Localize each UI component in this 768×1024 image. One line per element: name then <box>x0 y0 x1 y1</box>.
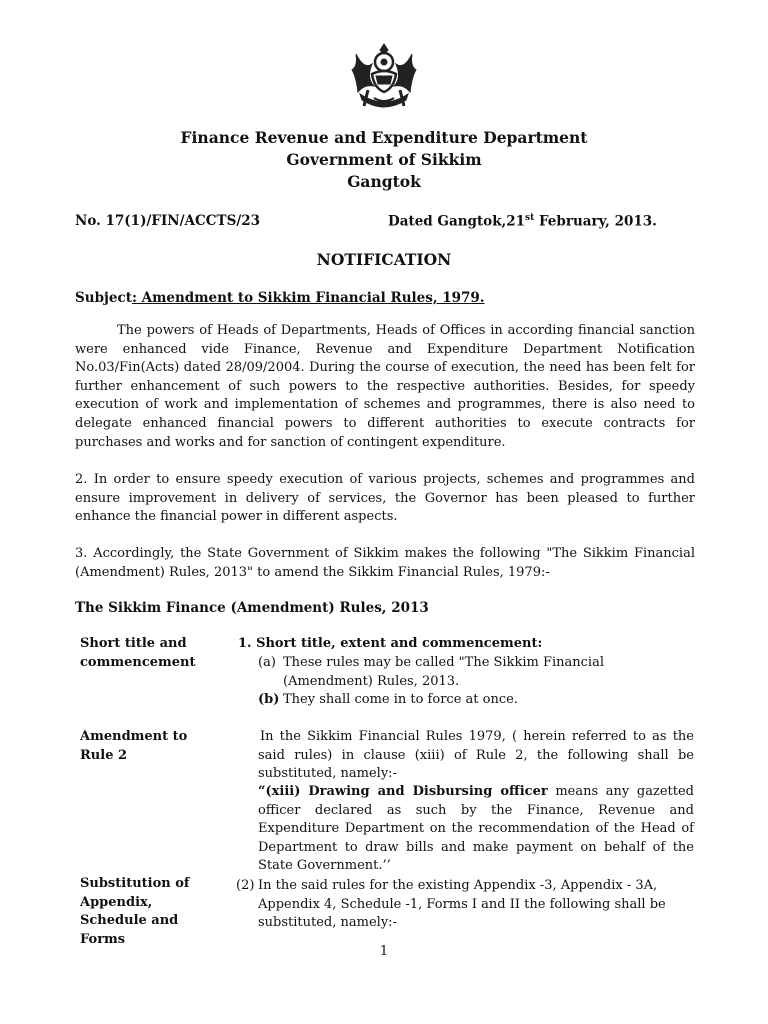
amendment-quote: “(xiii) Drawing and Disbursing officer means any gazetted officer declared as such by the Finance, Revenue and Expenditure Department on the recommendation of the Head of Department to draw bills and make payment on behalf of the State Government.’’ <box>258 784 694 874</box>
page-number: 1 <box>379 944 389 959</box>
state-emblem-icon <box>350 40 418 114</box>
clause-a-label: (a) <box>258 655 276 670</box>
paragraph-2: 2. In order to ensure speedy execution of various projects, schemes and programmes and ensure improvement in delivery of services, the Governor has been pleased to further enhance the financial power in different aspects. <box>75 472 695 525</box>
amendment-text: In the Sikkim Financial Rules 1979, ( herein referred to as the said rules) in clause (xiii) of Rule 2, the following shall be substituted, namely:- <box>258 729 694 782</box>
side-heading-substitution: Substitution of Appendix, Schedule and Forms <box>80 876 190 947</box>
paragraph-3: 3. Accordingly, the State Government of Sikkim makes the following "The Sikkim Financial (Amendment) Rules, 2013" to amend the Sikkim Financial Rules, 1979:- <box>75 546 695 580</box>
city-name: Gangtok <box>347 172 421 191</box>
reference-number: No. 17(1)/FIN/ACCTS/23 <box>75 213 261 229</box>
notification-title: NOTIFICATION <box>316 250 452 269</box>
clause-b-label: (b) <box>258 692 280 707</box>
clause-b-text: They shall come in to force at once. <box>283 692 518 707</box>
reference-date: Dated Gangtok,21st February, 2013. <box>388 213 657 230</box>
rules-title: The Sikkim Finance (Amendment) Rules, 2013 <box>75 600 429 616</box>
section-1-heading: 1. Short title, extent and commencement: <box>238 636 543 651</box>
side-heading-amendment: Amendment to Rule 2 <box>80 729 188 763</box>
clause-2-label: (2) <box>236 878 255 893</box>
department-name: Finance Revenue and Expenditure Department <box>180 128 588 147</box>
subject-line: Subject: Amendment to Sikkim Financial Rules, 1979. <box>75 290 485 306</box>
substitution-text: In the said rules for the existing Appendix -3, Appendix - 3A, Appendix 4, Schedule -1, Forms I and II the following shall be substituted, namely:- <box>258 878 666 931</box>
side-heading-short-title: Short title and commencement <box>80 636 196 670</box>
clause-a-text: These rules may be called "The Sikkim Financial (Amendment) Rules, 2013. <box>283 655 604 689</box>
paragraph-intro: The powers of Heads of Departments, Heads of Offices in according financial sanction were enhanced vide Finance, Revenue and Expenditure Department Notification No.03/Fin(Acts) dated 28/09/2004. During the course of execution, the need has been felt for further enhancement of such powers to the respective authorities. Besides, for speedy execution of work and implementation of schemes and programmes, there is also need to delegate enhanced financial powers to different authorities to execute contracts for purchases and works and for sanction of contingent expenditure. <box>75 323 695 450</box>
government-name: Government of Sikkim <box>286 150 482 169</box>
